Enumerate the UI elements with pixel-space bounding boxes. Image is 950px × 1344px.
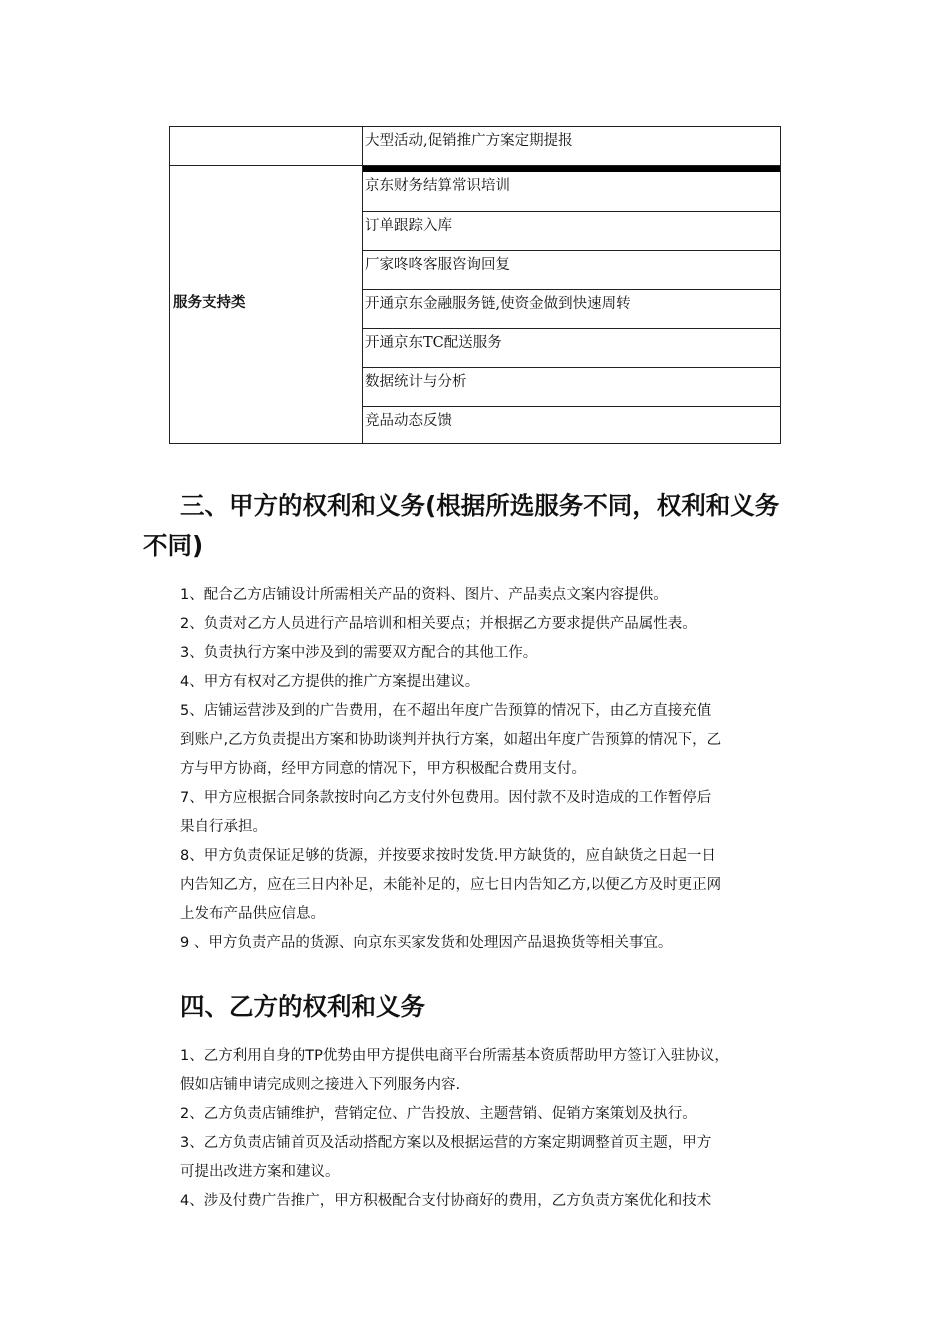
category-column (170, 127, 363, 443)
paragraph-line: 1、乙方利用自身的TP优势由甲方提供电商平台所需基本资质帮助甲方签订入驻协议， (180, 1048, 729, 1064)
table-row (363, 172, 780, 212)
section4-body (180, 1042, 810, 1216)
table-cell-text: 大型活动,促销推广方案定期提报 (365, 133, 573, 149)
table-cell-text: 厂家咚咚客服咨询回复 (365, 257, 510, 273)
paragraph-line: 到账户,乙方负责提出方案和协助谈判并执行方案，如超出年度广告预算的情况下，乙 (180, 732, 722, 748)
section3-heading-line1: 三、甲方的权利和义务(根据所选服务不同，权利和义务 (180, 491, 780, 520)
paragraph-line: 可提出改进方案和建议。 (180, 1164, 340, 1180)
paragraph-line: 8、甲方负责保证足够的货源，并按要求按时发货.甲方缺货的，应自缺货之日起一日 (180, 848, 716, 864)
table-row (363, 407, 780, 444)
empty-category-cell (170, 127, 362, 166)
section3-heading-line2: 不同) (143, 531, 204, 560)
paragraph-line: 4、甲方有权对乙方提供的推广方案提出建议。 (180, 674, 480, 690)
table-cell-text: 数据统计与分析 (365, 374, 467, 390)
section4-heading: 四、乙方的权利和义务 (180, 992, 425, 1021)
category-label: 服务支持类 (173, 295, 246, 311)
table-row (363, 329, 780, 368)
table-cell-text: 订单跟踪入库 (365, 218, 452, 234)
table-cell-text: 京东财务结算常识培训 (365, 178, 510, 194)
paragraph-line: 2、负责对乙方人员进行产品培训和相关要点；并根据乙方要求提供产品属性表。 (180, 616, 697, 632)
table-cell-text: 开通京东TC配送服务 (365, 335, 502, 351)
table-row (363, 251, 780, 290)
paragraph-line: 2、乙方负责店铺维护，营销定位、广告投放、主题营销、促销方案策划及执行。 (180, 1106, 697, 1122)
table-row (363, 368, 780, 407)
paragraph-line: 9 、甲方负责产品的货源、向京东买家发货和处理因产品退换货等相关事宜。 (180, 935, 673, 951)
paragraph-line: 方与甲方协商，经甲方同意的情况下，甲方积极配合费用支付。 (180, 761, 586, 777)
item-column (363, 127, 780, 443)
table-row (363, 290, 780, 329)
section3-body (180, 581, 810, 958)
paragraph-line: 果自行承担。 (180, 819, 267, 835)
table-cell-text: 竞品动态反馈 (365, 413, 452, 429)
paragraph-line: 3、乙方负责店铺首页及活动搭配方案以及根据运营的方案定期调整首页主题，甲方 (180, 1135, 712, 1151)
table-cell-text: 开通京东金融服务链,使资金做到快速周转 (365, 296, 631, 312)
service-table (169, 126, 781, 444)
paragraph-line: 4、涉及付费广告推广，甲方积极配合支付协商好的费用，乙方负责方案优化和技术 (180, 1193, 712, 1209)
paragraph-line: 内告知乙方，应在三日内补足，未能补足的，应七日内告知乙方,以便乙方及时更正网 (180, 877, 722, 893)
paragraph-line: 假如店铺申请完成则之接进入下列服务内容. (180, 1077, 461, 1093)
paragraph-line: 1、配合乙方店铺设计所需相关产品的资料、图片、产品卖点文案内容提供。 (180, 587, 668, 603)
paragraph-line: 3、负责执行方案中涉及到的需要双方配合的其他工作。 (180, 645, 538, 661)
paragraph-line: 7、甲方应根据合同条款按时向乙方支付外包费用。因付款不及时造成的工作暂停后 (180, 790, 712, 806)
table-row (363, 127, 780, 166)
paragraph-line: 上发布产品供应信息。 (180, 906, 325, 922)
table-row (363, 212, 780, 251)
paragraph-line: 5、店铺运营涉及到的广告费用，在不超出年度广告预算的情况下，由乙方直接充值 (180, 703, 712, 719)
